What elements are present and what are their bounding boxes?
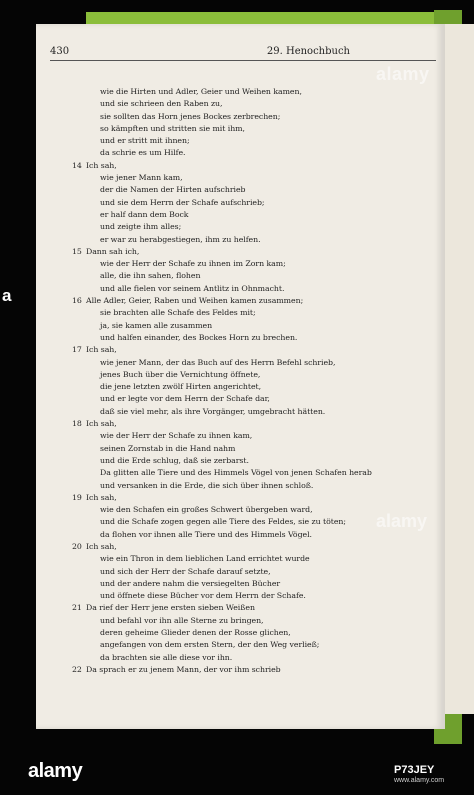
text-line — [72, 172, 452, 184]
text-line — [72, 184, 452, 196]
line-text: er half dann dem Bock — [100, 209, 189, 219]
text-line — [72, 147, 452, 159]
line-text: Dann sah ich, — [86, 246, 140, 256]
line-text: Ich sah, — [86, 160, 117, 170]
line-text: Alle Adler, Geier, Raben und Weihen kamen zusammen; — [86, 296, 304, 306]
stock-brand-logo: alamy — [28, 760, 83, 782]
text-line — [72, 406, 452, 418]
text-line — [72, 295, 452, 307]
running-head: 29. Henochbuch — [266, 46, 350, 57]
line-text: wie der Herr der Schafe zu ihnen kam, — [100, 431, 253, 441]
line-text: und sich der Herr der Schafe darauf setzte, — [100, 566, 271, 576]
line-text: und die Erde schlug, daß sie zerbarst. — [100, 455, 249, 465]
line-text: wie jener Mann, der das Buch auf des Herrn Befehl schrieb, — [100, 357, 336, 367]
line-text: Da rief der Herr jene ersten sieben Weißen — [86, 603, 255, 613]
text-line — [72, 234, 452, 246]
text-line — [72, 160, 452, 172]
text-line — [72, 221, 452, 233]
line-text: und versanken in die Erde, die sich über ihnen schloß. — [100, 480, 314, 490]
text-block — [72, 86, 452, 676]
text-line — [72, 615, 452, 627]
line-text: wie ein Thron in dem lieblichen Land errichtet wurde — [100, 554, 310, 564]
text-line — [72, 197, 452, 209]
watermark-side-letter: a — [2, 286, 12, 305]
text-line — [72, 418, 452, 430]
line-text: daß sie viel mehr, als ihre Vorgänger, umgebracht hätten. — [100, 406, 326, 416]
text-line — [72, 369, 452, 381]
line-text: und er stritt mit ihnen; — [100, 136, 190, 146]
line-text: er war zu herabgestiegen, ihm zu helfen. — [100, 234, 261, 244]
text-line — [72, 627, 452, 639]
stock-site-url: www.alamy.com — [394, 777, 445, 784]
line-text: seinen Zornstab in die Hand nahm — [100, 443, 236, 453]
text-line — [72, 135, 452, 147]
verse-number: 19 — [72, 492, 82, 502]
verse-number: 22 — [72, 664, 82, 674]
line-text: die jene letzten zwölf Hirten angerichtet, — [100, 382, 262, 392]
verse-number: 16 — [72, 296, 82, 306]
line-text: alle, die ihn sahen, flohen — [100, 271, 201, 281]
text-line — [72, 455, 452, 467]
line-text: deren geheime Glieder denen der Rosse glichen, — [100, 628, 291, 638]
line-text: wie die Hirten und Adler, Geier und Weihen kamen, — [100, 87, 302, 96]
text-line — [72, 246, 452, 258]
line-text: und sie schrieen den Raben zu, — [100, 99, 223, 109]
line-text: und er legte vor dem Herrn der Schafe dar, — [100, 394, 270, 404]
text-line — [72, 541, 452, 553]
line-text: und befahl vor ihn alle Sterne zu bringen, — [100, 615, 264, 625]
line-text: jenes Buch über die Vernichtung öffnete, — [100, 369, 261, 379]
line-text: angefangen von dem ersten Stern, der den Weg verließ; — [100, 640, 320, 650]
text-line — [72, 283, 452, 295]
header-rule — [50, 60, 436, 61]
text-line — [72, 480, 452, 492]
text-line — [72, 381, 452, 393]
line-text: wie jener Mann kam, — [100, 173, 183, 183]
line-text: sie brachten alle Schafe des Feldes mit; — [100, 308, 256, 318]
text-line — [72, 578, 452, 590]
text-line — [72, 209, 452, 221]
line-text: wie der Herr der Schafe zu ihnen im Zorn kam; — [100, 259, 286, 269]
line-text: und die Schafe zogen gegen alle Tiere des Feldes, sie zu töten; — [100, 517, 346, 527]
text-line — [72, 652, 452, 664]
line-text: und sie dem Herrn der Schafe aufschrieb; — [100, 197, 265, 207]
line-text: und zeigte ihm alles; — [100, 222, 182, 232]
line-text: der die Namen der Hirten aufschrieb — [100, 185, 246, 195]
line-text: so kämpften und stritten sie mit ihm, — [100, 123, 245, 133]
text-line — [72, 332, 452, 344]
text-line — [72, 553, 452, 565]
line-text: da schrie es um Hilfe. — [100, 148, 186, 158]
watermark-bottom: alamy — [376, 511, 428, 531]
text-line — [72, 258, 452, 270]
text-line — [72, 393, 452, 405]
verse-number: 15 — [72, 246, 82, 256]
watermark-top: alamy — [376, 64, 430, 84]
text-line — [72, 320, 452, 332]
line-text: Ich sah, — [86, 541, 117, 551]
page-header — [50, 46, 350, 58]
verse-number: 21 — [72, 603, 82, 613]
text-line — [72, 270, 452, 282]
line-text: Ich sah, — [86, 345, 117, 355]
page-number: 430 — [50, 46, 70, 57]
line-text: Da glitten alle Tiere und des Himmels Vögel von jenen Schafen herab — [100, 468, 372, 478]
text-line — [72, 467, 452, 479]
verse-number: 20 — [72, 541, 82, 551]
verse-number: 17 — [72, 345, 82, 355]
line-text: ja, sie kamen alle zusammen — [100, 320, 213, 330]
text-line — [72, 492, 452, 504]
text-line — [72, 98, 452, 110]
text-line — [72, 344, 452, 356]
text-line — [72, 639, 452, 651]
text-line — [72, 664, 452, 676]
verse-number: 18 — [72, 419, 82, 429]
text-line — [72, 307, 452, 319]
text-line — [72, 430, 452, 442]
verse-number: 14 — [72, 160, 82, 170]
line-text: Da sprach er zu jenem Mann, der vor ihm schrieb — [86, 664, 281, 674]
line-text: sie sollten das Horn jenes Bockes zerbrechen; — [100, 111, 281, 121]
line-text: und öffnete diese Bücher vor dem Herrn der Schafe. — [100, 591, 306, 601]
stock-image-id: P73JEY — [394, 764, 435, 776]
line-text: Ich sah, — [86, 419, 117, 429]
line-text: wie den Schafen ein großes Schwert übergeben ward, — [100, 505, 313, 515]
line-text: und alle fielen vor seinem Antlitz in Ohnmacht. — [100, 283, 285, 293]
text-line — [72, 111, 452, 123]
line-text: da flohen vor ihnen alle Tiere und des Himmels Vögel. — [100, 529, 312, 539]
line-text: Ich sah, — [86, 492, 117, 502]
text-line — [72, 566, 452, 578]
text-line — [72, 590, 452, 602]
line-text: und halfen einander, des Bockes Horn zu brechen. — [100, 332, 298, 342]
text-line — [72, 86, 452, 98]
line-text: und der andere nahm die versiegelten Bücher — [100, 578, 281, 588]
text-line — [72, 602, 452, 614]
text-line — [72, 443, 452, 455]
text-line — [72, 357, 452, 369]
line-text: da brachten sie alle diese vor ihn. — [100, 652, 233, 662]
text-line — [72, 123, 452, 135]
